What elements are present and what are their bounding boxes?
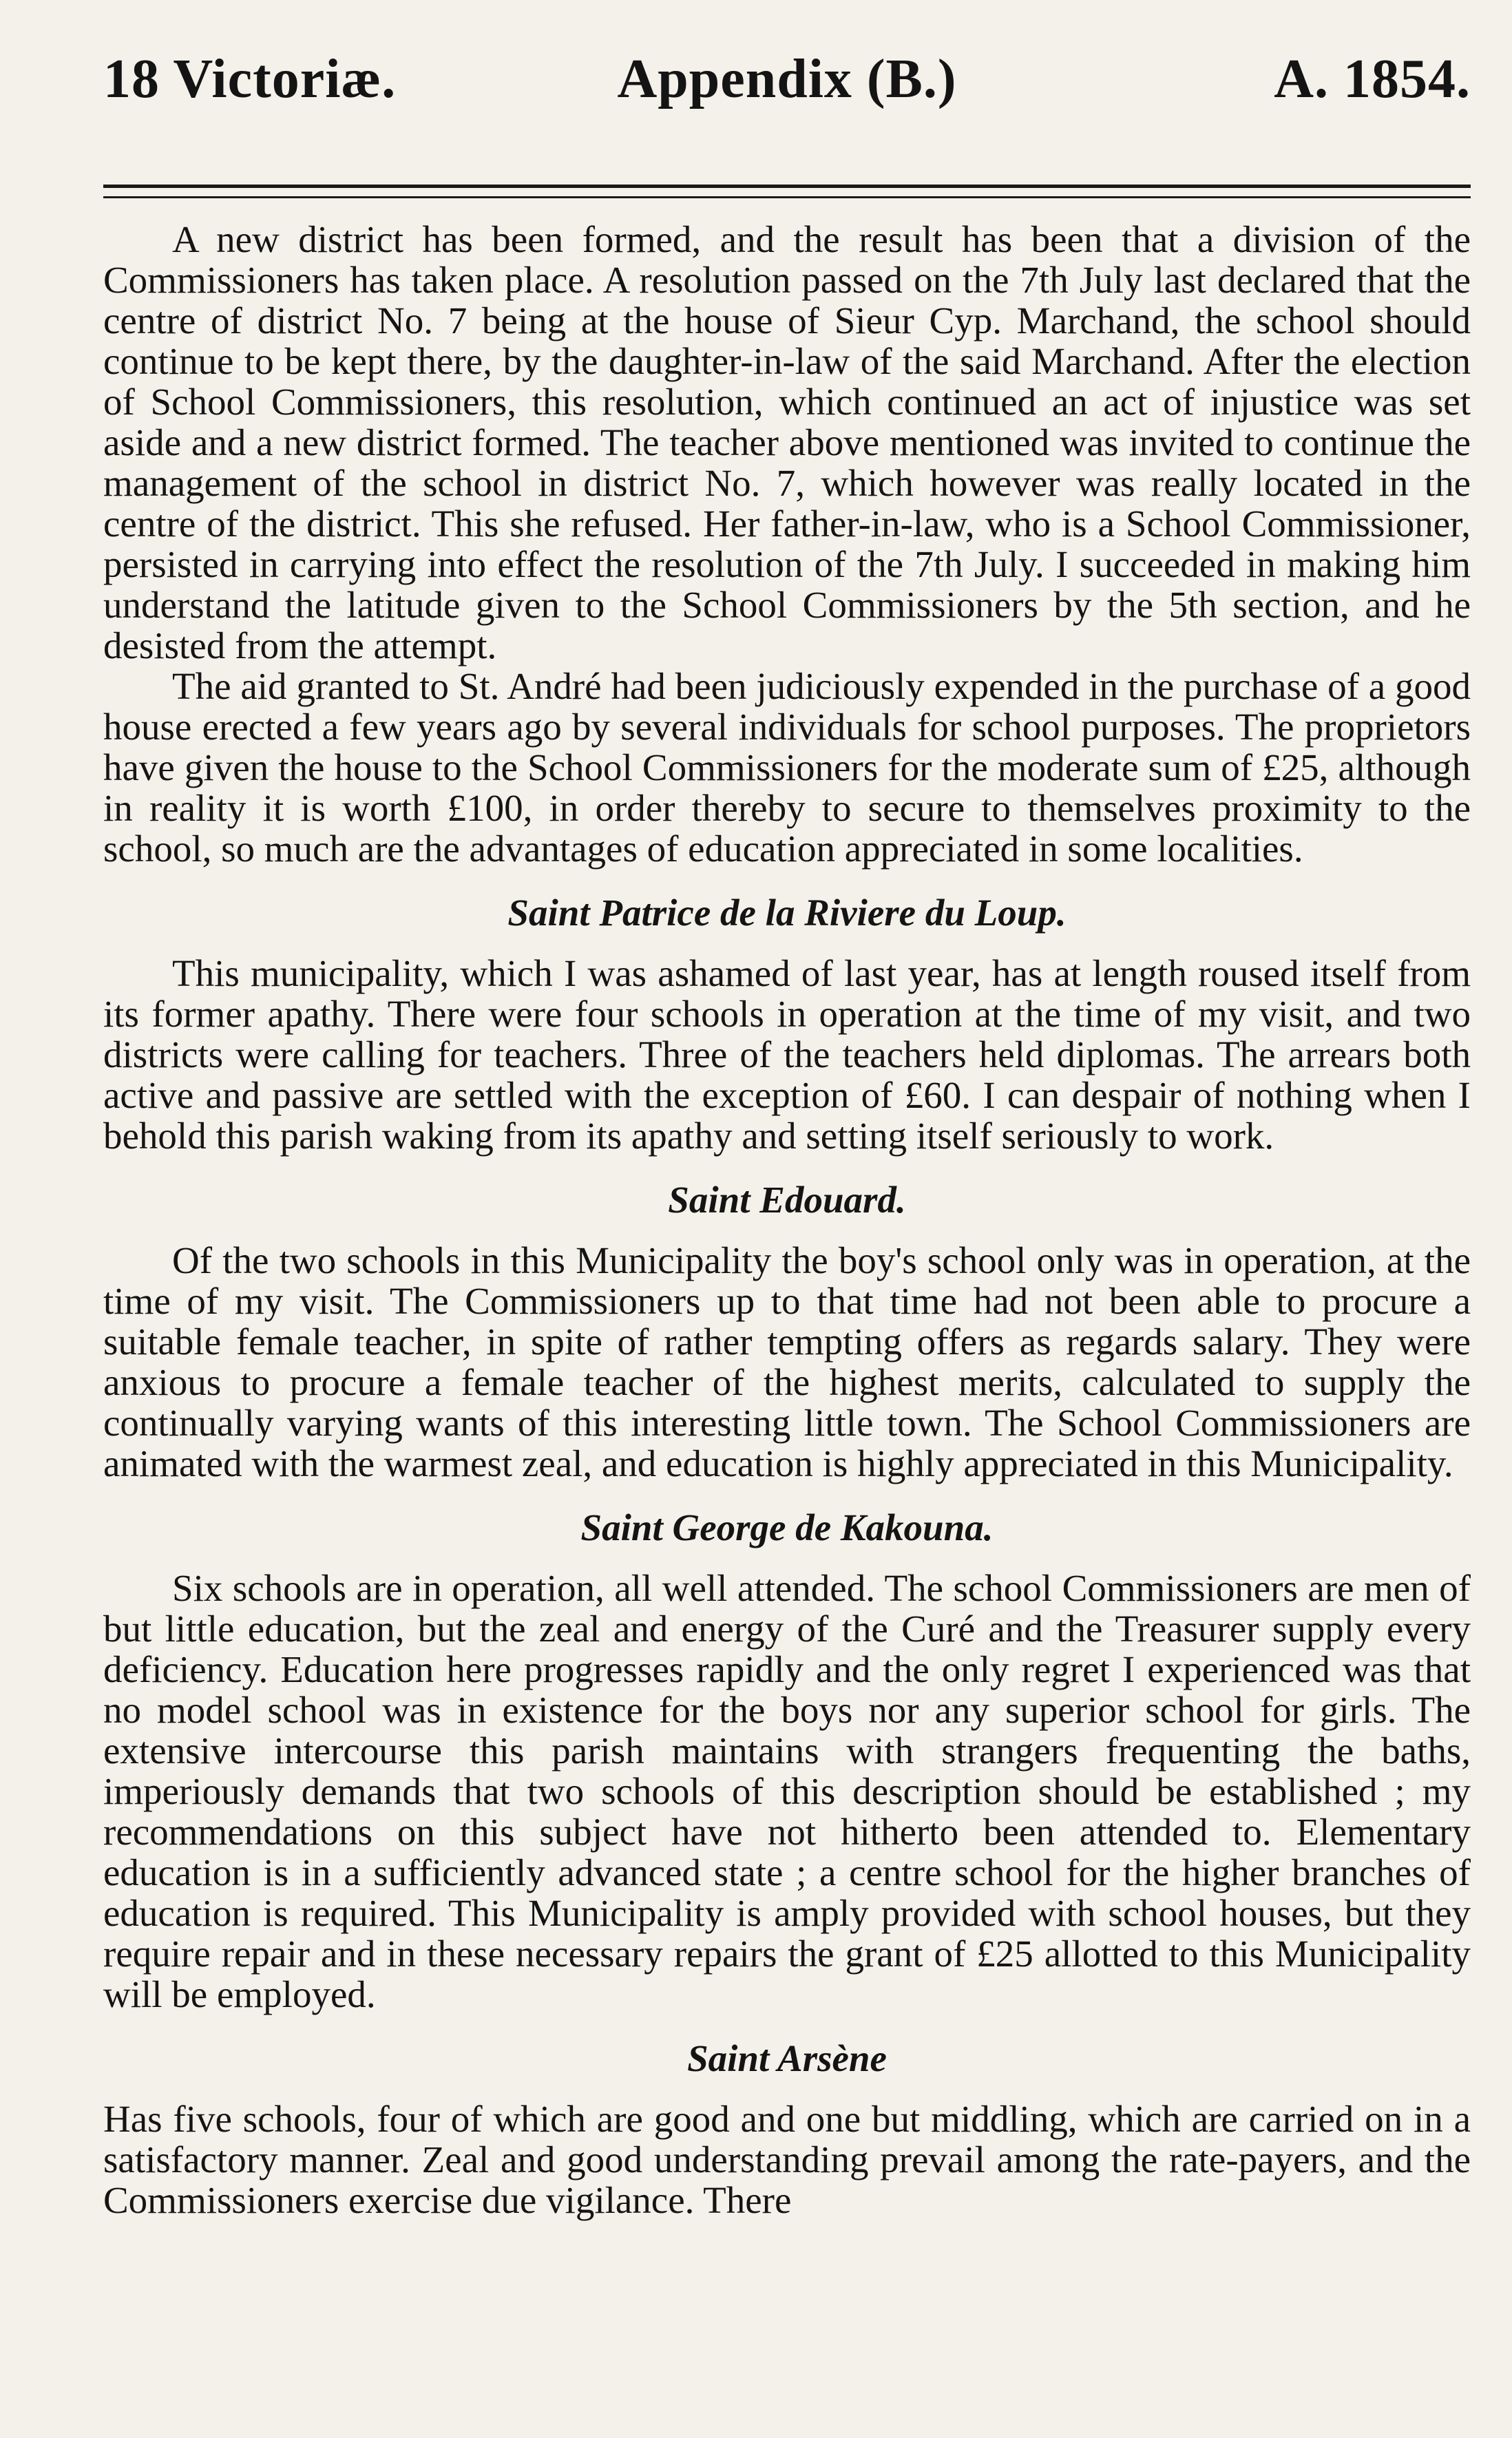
paragraph-saint-george: Six schools are in operation, all well attended. The school Commissioners are men of but little education, but the zeal and energy of the Curé and the Treasurer supply every deficiency. Education here progresses rapidly and the only regret I experienced was that no model school was in existence for the boys nor any superior school for girls. The extensive intercourse this parish maintains with strangers frequenting the baths, imperiously demands that two schools of this description should be established ; my recommendations on this subject have not hitherto been attended to. Elementary education is in a sufficiently advanced state ; a centre school for the higher branches of education is required. This Municipality is amply provided with school houses, but they require repair and in these necessary repairs the grant of £25 allotted to this Municipality will be employed. [103, 1567, 1471, 2015]
section-heading-saint-george: Saint George de Kakouna. [580, 1506, 994, 1548]
section-heading-saint-arsene: Saint Arsène [687, 2037, 887, 2079]
section-heading-saint-edouard: Saint Edouard. [668, 1179, 906, 1221]
paragraph-st-andre-aid: The aid granted to St. André had been judiciously expended in the purchase of a good house erected a few years ago by several individuals for school purposes. The proprietors have given the house to the School Commissioners for the moderate sum of £25, although in reality it is worth £100, in order thereby to secure to themselves proximity to the school, so much are the advantages of education appreciated in some localities. [103, 665, 1471, 870]
header-rule [103, 185, 1471, 198]
paragraph-saint-patrice: This municipality, which I was ashamed of last year, has at length roused itself from its former apathy. There were four schools in operation at the time of my visit, and two districts were calling for teachers. Three of the teachers held diplomas. The arrears both active and passive are settled with the exception of £60. I can despair of nothing when I behold this parish waking from its apathy and setting itself seriously to work. [103, 952, 1471, 1157]
page-header [103, 48, 1471, 124]
paragraph-saint-edouard: Of the two schools in this Municipality the boy's school only was in operation, at the time of my visit. The Commissioners up to that time had not been able to procure a suitable female teacher, in spite of rather tempting offers as regards salary. They were anxious to procure a female teacher of the highest merits, calculated to supply the continually varying wants of this interesting little town. The School Commissioners are animated with the warmest zeal, and education is highly appreciated in this Municipality. [103, 1239, 1471, 1484]
header-session: 18 Victoriæ. [103, 49, 397, 109]
section-heading-saint-patrice: Saint Patrice de la Riviere du Loup. [507, 892, 1067, 934]
header-year: A. 1854. [1274, 49, 1471, 109]
paragraph-saint-arsene: Has five schools, four of which are good and one but middling, which are carried on in a satisfactory manner. Zeal and good understanding prevail among the rate-payers, and the Commissioners exercise due vigilance. There [103, 2098, 1471, 2221]
paragraph-new-district: A new district has been formed, and the result has been that a division of the Commissioners has taken place. A resolution passed on the 7th July last declared that the centre of district No. 7 being at the house of Sieur Cyp. Marchand, the school should continue to be kept there, by the daughter-in-law of the said Marchand. After the election of School Commissioners, this resolution, which continued an act of injustice was set aside and a new district formed. The teacher above mentioned was invited to continue the management of the school in district No. 7, which however was really located in the centre of the district. This she refused. Her father-in-law, who is a School Commissioner, persisted in carrying into effect the resolution of the 7th July. I succeeded in making him understand the latitude given to the School Commissioners by the 5th section, and he desisted from the attempt. [103, 218, 1471, 666]
body-text [103, 219, 1471, 2220]
header-appendix: Appendix (B.) [617, 49, 957, 109]
